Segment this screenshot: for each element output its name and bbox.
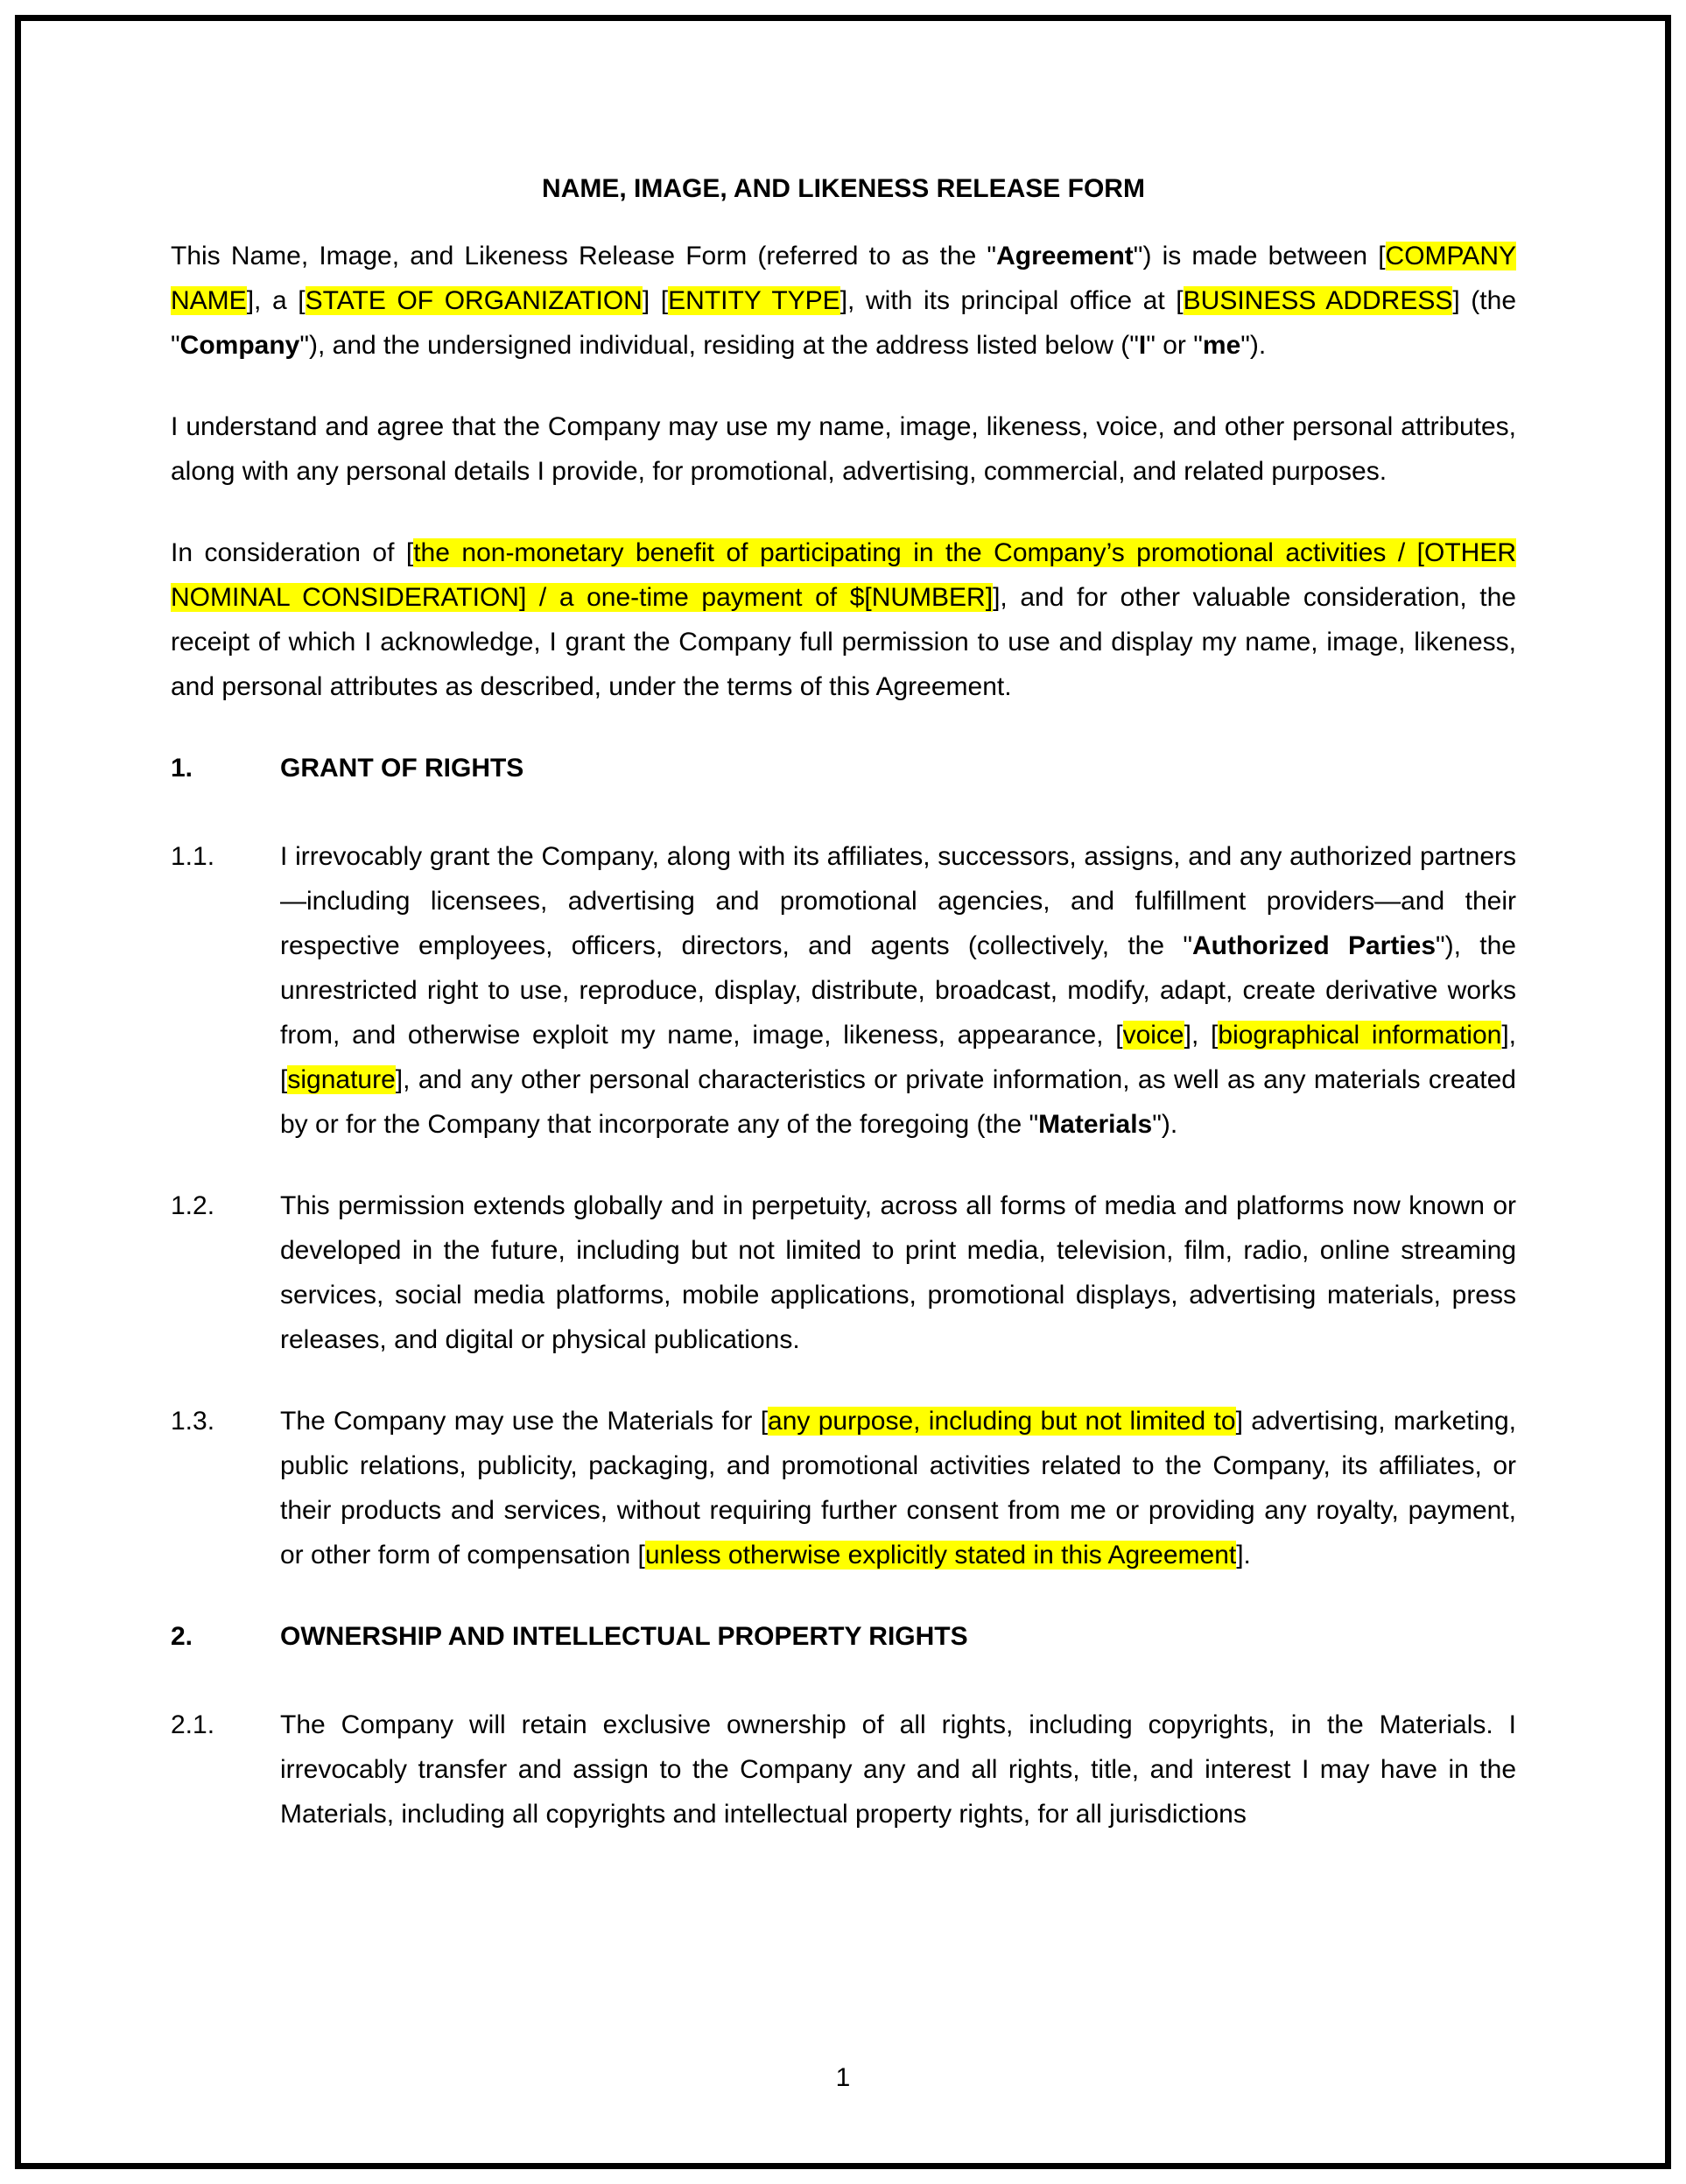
section-heading	[171, 1614, 1516, 1659]
text-segment: ], [	[280, 1021, 1516, 1094]
text-segment: ], with its principal office at [	[839, 286, 1184, 315]
highlighted-placeholder: biographical information	[1218, 1021, 1502, 1050]
section-heading	[171, 746, 1516, 790]
text-segment: Company	[179, 331, 300, 360]
text-segment: ").	[1240, 331, 1267, 360]
highlighted-placeholder: BUSINESS ADDRESS	[1183, 286, 1453, 315]
text-segment: "), and the undersigned individual, residing at the address listed below ("	[299, 331, 1139, 360]
intro-paragraph	[171, 530, 1516, 709]
section-title: GRANT OF RIGHTS	[280, 754, 524, 783]
text-segment: The Company will retain exclusive ownership of all rights, including copyrights, in the Materials. I irrevocably transfer and assign to the Company any and all rights, title, and interest I may have in the Materials, including all copyrights and intellectual property rights, for all jurisdictions	[280, 1710, 1516, 1829]
text-segment: ] (the "	[171, 286, 1517, 360]
intro-paragraph	[171, 234, 1516, 368]
text-segment: ], a [	[246, 286, 306, 315]
clause-paragraph	[171, 1703, 1516, 1836]
highlighted-placeholder: signature	[287, 1065, 396, 1094]
section-number: 1.	[171, 754, 193, 783]
text-segment: Authorized Parties	[1192, 931, 1437, 960]
text-segment: ] advertising, marketing, public relations, publicity, packaging, and promotional activities related to the Company, its affiliates, or their products and services, without requiring further consent from me or providing any royalty, payment, or other form of compensation [	[280, 1407, 1516, 1570]
document-body	[171, 234, 1516, 1836]
text-segment: ], and for other valuable consideration, the receipt of which I acknowledge, I grant the Company full permission to use and display my name, image, likeness, and personal attributes as described, under the terms of this Agreement.	[171, 583, 1516, 701]
highlighted-placeholder: voice	[1122, 1021, 1184, 1050]
text-segment: The Company may use the Materials for [	[280, 1407, 769, 1436]
document-content	[171, 166, 1516, 1873]
intro-paragraph	[171, 404, 1516, 494]
clause-paragraph	[171, 1183, 1516, 1362]
section-number: 2.	[171, 1622, 193, 1651]
section-title: OWNERSHIP AND INTELLECTUAL PROPERTY RIGHTS	[280, 1622, 968, 1651]
clause-number: 1.2.	[171, 1191, 215, 1220]
text-segment: ] [	[642, 286, 669, 315]
text-segment: me	[1202, 331, 1241, 360]
text-segment: Agreement	[996, 242, 1134, 270]
text-segment: ], and any other personal characteristics or private information, as well as any materials created by or for the Company that incorporate any of the foregoing (the "	[280, 1065, 1516, 1139]
text-segment: I understand and agree that the Company may use my name, image, likeness, voice, and other personal attributes, along with any personal details I provide, for promotional, advertising, commercial, and related purposes.	[171, 412, 1516, 486]
text-segment: ].	[1236, 1541, 1251, 1570]
highlighted-placeholder: COMPANY NAME	[171, 242, 1516, 315]
clause-number: 1.3.	[171, 1407, 215, 1436]
clause-paragraph	[171, 1399, 1516, 1577]
highlighted-placeholder: the non-monetary benefit of participating in the Company’s promotional activities / [OTHER NOMINAL CONSIDERATION] / a one-time payment of $[NUMBER]	[171, 538, 1516, 612]
clause-number: 1.1.	[171, 842, 215, 871]
text-segment: "), the unrestricted right to use, reproduce, display, distribute, broadcast, modify, adapt, create derivative works from, and otherwise exploit my name, image, likeness, appearance, [	[280, 931, 1516, 1050]
clause-paragraph	[171, 834, 1516, 1147]
text-segment: " or "	[1146, 331, 1203, 360]
clause-number: 2.1.	[171, 1710, 215, 1739]
text-segment: ") is made between [	[1133, 242, 1386, 270]
text-segment: This Name, Image, and Likeness Release Form (referred to as the "	[171, 242, 997, 270]
page-number: 1	[835, 2063, 851, 2092]
text-segment: Materials	[1038, 1110, 1153, 1139]
text-segment: ").	[1152, 1110, 1178, 1139]
text-segment: In consideration of [	[171, 538, 414, 567]
highlighted-placeholder: STATE OF ORGANIZATION	[305, 286, 643, 315]
text-segment: I irrevocably grant the Company, along with its affiliates, successors, assigns, and any authorized partners—including licensees, advertising and promotional agencies, and fulfillment providers—and their respective employees, officers, directors, and agents (collectively, the "	[280, 842, 1516, 960]
highlighted-placeholder: any purpose, including but not limited to	[768, 1407, 1236, 1436]
document-title: NAME, IMAGE, AND LIKENESS RELEASE FORM	[542, 174, 1145, 203]
text-segment: ], [	[1184, 1021, 1219, 1050]
text-segment: This permission extends globally and in perpetuity, across all forms of media and platforms now known or developed in the future, including but not limited to print media, television, film, radio, online streaming services, social media platforms, mobile applications, promotional displays, advertising materials, press releases, and digital or physical publications.	[280, 1191, 1516, 1354]
text-segment: I	[1138, 331, 1147, 360]
highlighted-placeholder: unless otherwise explicitly stated in this Agreement	[644, 1541, 1237, 1570]
highlighted-placeholder: ENTITY TYPE	[668, 286, 840, 315]
